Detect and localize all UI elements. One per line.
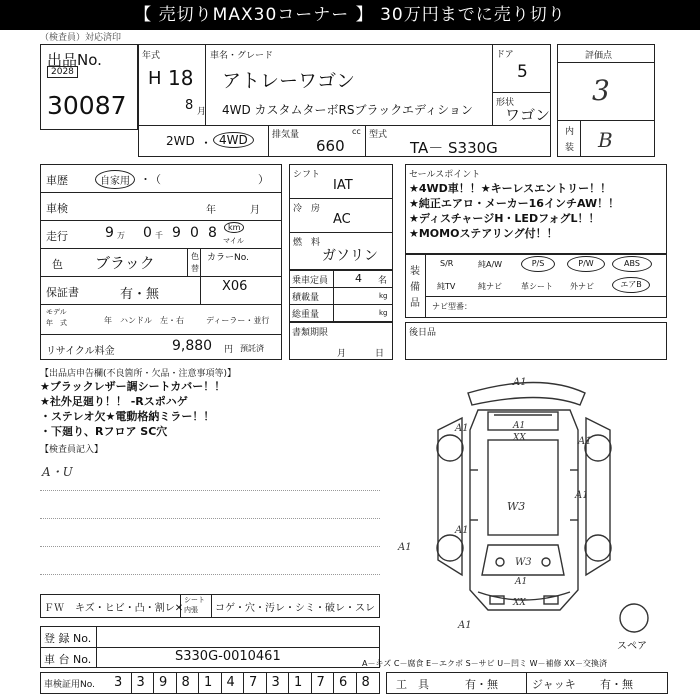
- chassis-label: 車 台 No.: [44, 653, 92, 666]
- color-label: 色: [52, 258, 63, 271]
- registration-label: 登 録 No.: [44, 632, 92, 645]
- cert-digit: 7: [249, 675, 258, 690]
- jack-value: 有・無: [600, 678, 633, 691]
- history-label: 車歴: [46, 174, 68, 187]
- history-paren-close: ）: [258, 173, 269, 186]
- cert-digit: 4: [226, 675, 235, 690]
- mark-right-side: A1: [575, 490, 589, 501]
- fw-label: ＦＷ: [44, 603, 64, 614]
- displacement-label: 排気量: [272, 130, 300, 140]
- load-label: 積載量: [292, 293, 320, 303]
- lot-label: 出品No.: [47, 51, 102, 69]
- color-change-2: 替: [191, 264, 199, 273]
- interior-label-2: 装: [565, 143, 575, 153]
- capacity-label: 乗車定員: [292, 276, 329, 286]
- recycle-value: 9,880: [172, 338, 213, 354]
- shift-label: シフト: [293, 170, 321, 180]
- recycle-label: リサイクル料金: [46, 346, 115, 357]
- equip-navi: 純ナビ: [478, 282, 502, 291]
- inspection-label: 車検: [46, 202, 68, 215]
- equipment-label-3: 品: [410, 298, 420, 309]
- equip-ext-navi: 外ナビ: [570, 282, 594, 291]
- mark-hood: W3: [515, 557, 532, 568]
- equip-tv: 純TV: [437, 282, 456, 291]
- color-value: ブラック: [95, 254, 155, 272]
- note-line-3: ・ステレオ欠★電動格納ミラー！！: [40, 410, 215, 423]
- mark-rear-glass: A1: [513, 421, 526, 431]
- lot-number: 30087: [47, 91, 127, 120]
- inspector-note: A・U: [42, 465, 73, 479]
- car-grade: 4WD カスタムターボRSブラックエディション: [222, 103, 473, 117]
- doc-expiry-month: 月: [337, 349, 347, 359]
- capacity-unit: 名: [378, 276, 388, 286]
- equip-leather: 革シート: [521, 282, 553, 291]
- doc-expiry-day: 日: [375, 349, 385, 359]
- mileage-d1: 9: [105, 225, 114, 241]
- tools-value: 有・無: [465, 678, 498, 691]
- warranty-value: 有・無: [120, 287, 160, 302]
- model-year-l1: モデル: [46, 308, 67, 316]
- navi-model-label: ナビ型番：: [432, 302, 472, 311]
- inspection-month: 月: [250, 205, 260, 216]
- equip-ps: P/S: [521, 256, 555, 272]
- color-change-1: 色: [191, 252, 199, 261]
- mileage-d2: 0: [143, 225, 152, 241]
- model-year-handle: ハンドル 左・右: [120, 316, 184, 325]
- car-name: アトレーワゴン: [222, 70, 356, 92]
- doors-value: 5: [517, 62, 528, 82]
- post-date-label: 後日品: [409, 328, 437, 338]
- shift-value: IAT: [333, 178, 353, 193]
- inspection-year: 年: [206, 205, 216, 216]
- mark-left-front: A1: [398, 542, 412, 553]
- equipment-label-1: 装: [410, 266, 420, 277]
- cert-digit: 6: [339, 675, 348, 690]
- history-value: 自家用: [95, 170, 135, 189]
- inspector-label: 【検査員記入】: [40, 445, 104, 455]
- mark-left-rear: A1: [455, 423, 469, 434]
- cert-digit: 3: [271, 675, 280, 690]
- cert-digit: 7: [316, 675, 325, 690]
- score-label: 評価点: [585, 51, 613, 61]
- model-year-dealer: ディーラー・並行: [206, 316, 270, 325]
- chassis-value: S330G-0010461: [175, 649, 281, 664]
- mileage-d4: 0: [190, 225, 199, 241]
- cert-digit: 3: [114, 675, 123, 690]
- fw-items-2: コゲ・穴・汚レ・シミ・破レ・スレ: [215, 603, 375, 614]
- sales-point-2: ★純正エアロ・メーカー16インチAW！！: [409, 197, 620, 210]
- equip-abs: ABS: [612, 256, 652, 272]
- year-era: H: [148, 68, 162, 89]
- top-note: （検査員）対応済印: [40, 33, 122, 43]
- mileage-unit-mile: マイル: [223, 237, 244, 245]
- equip-aw: 純A/W: [478, 260, 503, 269]
- interior-value: B: [598, 128, 613, 152]
- drive-4wd: 4WD: [213, 132, 254, 148]
- model-label: 型式: [369, 130, 388, 140]
- model-year-l2: 年 式: [46, 319, 67, 327]
- score-value: 3: [592, 74, 610, 107]
- mark-front-bottom: A1: [458, 620, 472, 631]
- sales-point-1: ★4WD車！！★キーレスエントリー！！: [409, 182, 612, 195]
- note-line-1: ★ブラックレザー調シートカバー！！: [40, 380, 226, 393]
- drive-sep: ・: [200, 136, 213, 150]
- damage-legend: A－キズ C－腐食 E－エクボ S－サビ U－凹ミ W－補修 XX－交換済: [362, 659, 608, 668]
- sales-point-4: ★MOMOステアリング付！！: [409, 227, 558, 240]
- mileage-d5: 8: [208, 225, 217, 241]
- mileage-u2: 千: [155, 231, 163, 240]
- history-paren-open: （: [150, 173, 161, 186]
- equip-pw: P/W: [567, 256, 605, 272]
- tools-label: 工 具: [396, 678, 429, 691]
- history-dot: ・: [140, 173, 151, 186]
- year-month: 8: [185, 98, 194, 113]
- fuel-value: ガソリン: [322, 248, 378, 264]
- capacity-value: 4: [355, 272, 362, 285]
- cert-digit: 8: [181, 675, 190, 690]
- color-no-value: X06: [222, 279, 248, 294]
- year-value: 18: [168, 66, 194, 90]
- mark-left-side: A1: [455, 525, 469, 536]
- weight-unit: kg: [379, 309, 388, 317]
- notes-label: 【出品店申告欄(不良箇所・欠品・注意事項等)】: [40, 369, 237, 379]
- mark-rear: A1: [513, 377, 527, 388]
- year-label: 年式: [142, 51, 161, 61]
- sales-point-3: ★ディスチャージH・LEDフォグL！！: [409, 212, 600, 225]
- note-line-2: ★社外足廻り！！ -Rスポハゲ: [40, 395, 188, 408]
- car-name-label: 車名・グレード: [210, 51, 274, 61]
- cert-digit: 9: [159, 675, 168, 690]
- warranty-label: 保証書: [46, 286, 79, 299]
- weight-label: 総重量: [292, 310, 320, 320]
- mark-bumper-xx: XX: [513, 598, 526, 608]
- cert-digit: 3: [136, 675, 145, 690]
- jack-label: ジャッキ: [532, 678, 576, 691]
- lot-tag: 2028: [47, 66, 78, 78]
- load-unit: kg: [379, 292, 388, 300]
- shape-value: ワゴン: [505, 106, 551, 124]
- model-year-year: 年: [104, 316, 112, 325]
- equip-sr: S/R: [440, 259, 454, 268]
- shape-label: 形状: [496, 98, 515, 108]
- mark-roof: W3: [507, 500, 526, 513]
- cert-digit: 1: [204, 675, 213, 690]
- note-line-4: ・下廻り、Rフロア SC穴: [40, 425, 168, 438]
- model-value: TA－ S330G: [410, 139, 498, 157]
- fuel-label: 燃 料: [293, 238, 321, 248]
- recycle-unit: 円: [224, 345, 234, 355]
- doc-expiry-label: 書類期限: [292, 328, 329, 338]
- displacement-unit: cc: [352, 127, 361, 136]
- mark-right-rear: A1: [578, 436, 592, 447]
- aircon-value: AC: [333, 212, 351, 227]
- sales-points-label: セールスポイント: [409, 170, 481, 180]
- spare-label: スペア: [617, 641, 647, 652]
- fw-seat-2: 内張: [184, 606, 198, 614]
- cert-digit: 1: [294, 675, 303, 690]
- interior-label-1: 内: [565, 127, 575, 137]
- cert-label: 車検証用No.: [44, 680, 95, 690]
- drive-2wd: 2WD: [166, 134, 195, 148]
- recycle-note: 預託済: [240, 344, 264, 353]
- doors-label: ドア: [496, 50, 514, 60]
- mileage-d3: 9: [172, 225, 181, 241]
- banner: 【 売切りMAX30コーナー 】 30万円までに売り切り: [0, 0, 700, 30]
- mark-front: A1: [515, 577, 528, 587]
- color-no-label: カラーNo.: [207, 253, 249, 263]
- aircon-label: 冷 房: [293, 204, 321, 214]
- mileage-u1: 万: [117, 231, 125, 240]
- equipment-label-2: 備: [410, 282, 420, 293]
- year-month-unit: 月: [197, 107, 207, 117]
- fw-seat-1: シート: [184, 596, 205, 604]
- equip-airbag: エアB: [612, 277, 650, 293]
- mileage-unit-km: km: [224, 222, 244, 233]
- displacement-value: 660: [316, 137, 345, 155]
- mileage-label: 走行: [46, 230, 68, 243]
- fw-items: キズ・ヒビ・凸・割レ✕: [75, 603, 184, 614]
- mark-rear-xx: XX: [513, 433, 526, 443]
- cert-digit: 8: [361, 675, 370, 690]
